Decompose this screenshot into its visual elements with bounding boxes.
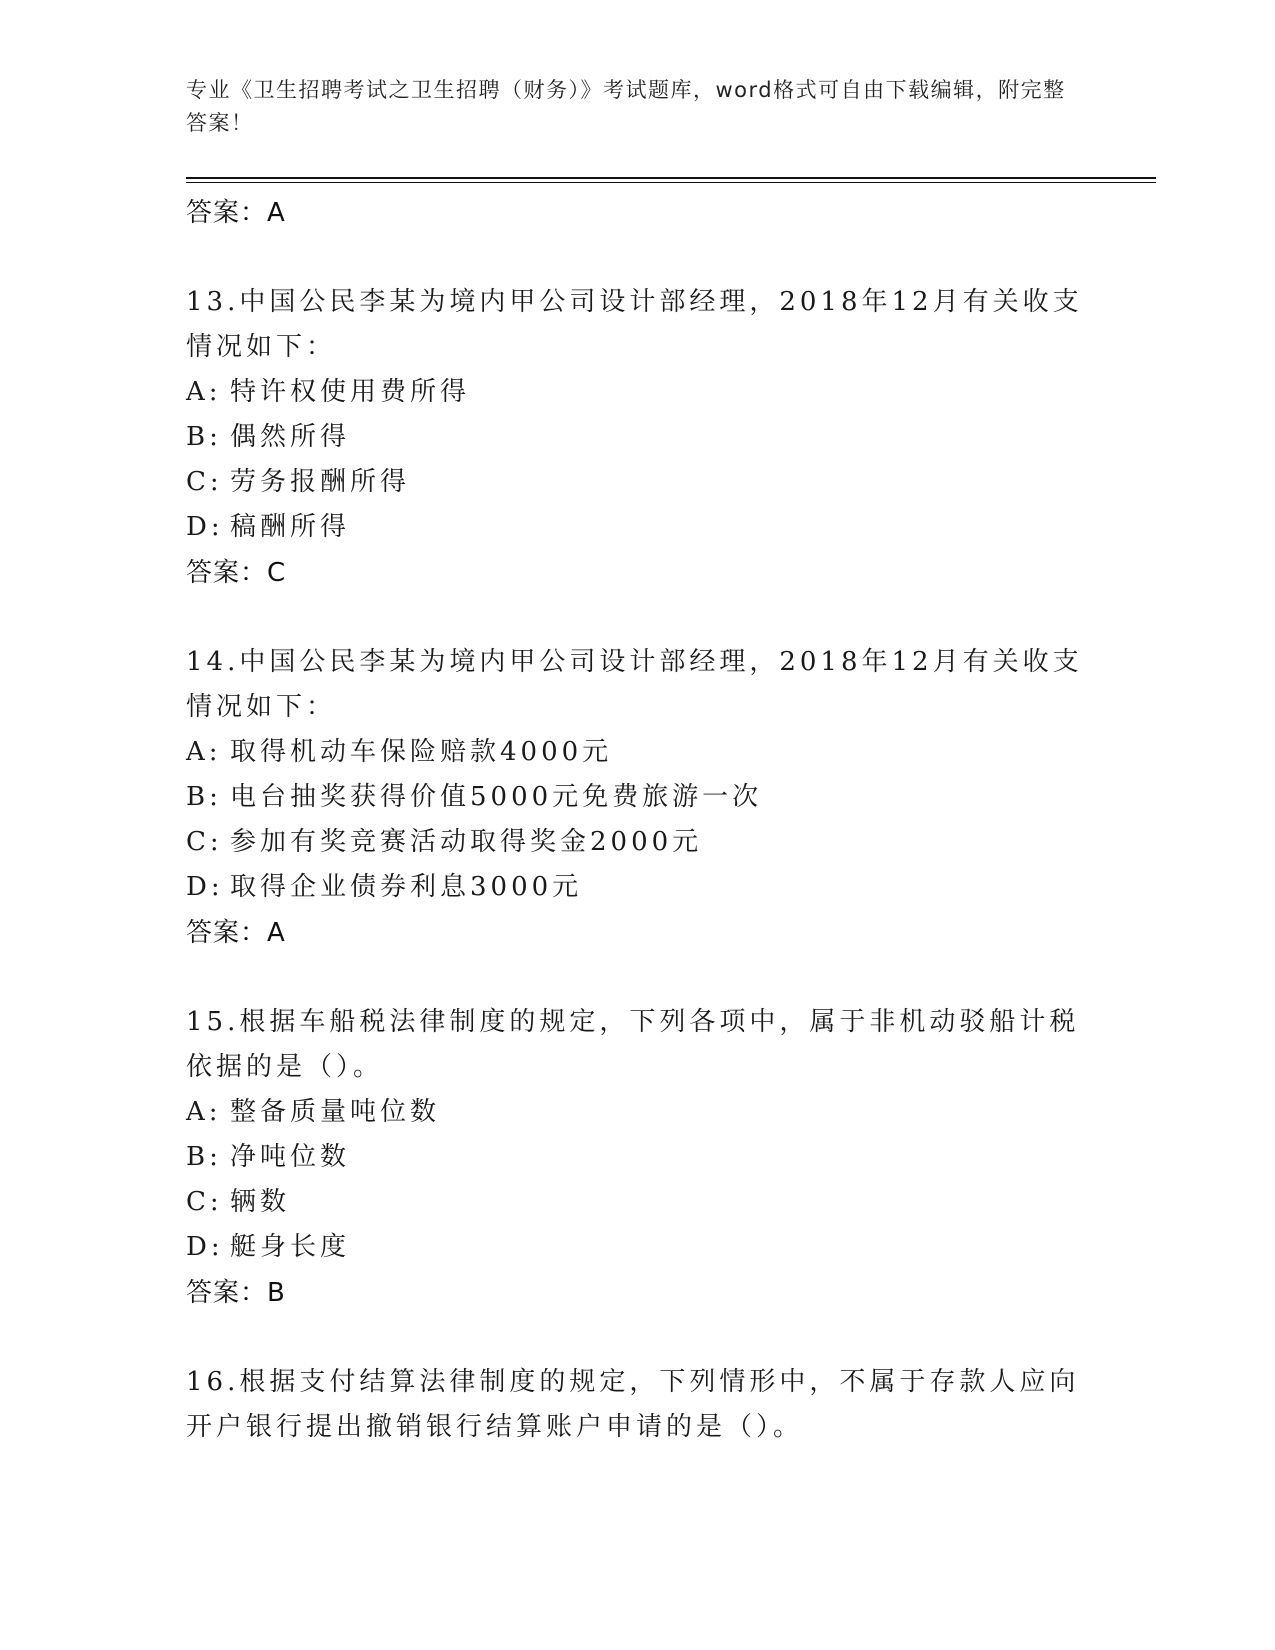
answer-line: 答案：A xyxy=(186,198,286,228)
header-divider-thin xyxy=(186,182,1156,183)
option-key: C: xyxy=(186,1187,223,1217)
option-key: A: xyxy=(186,737,222,767)
option-key: A: xyxy=(186,1097,222,1127)
option-c xyxy=(186,1180,1086,1225)
spacer xyxy=(186,1316,1086,1360)
option-text: 整备质量吨位数 xyxy=(230,1097,441,1127)
option-key: D: xyxy=(186,1232,224,1262)
spacer xyxy=(186,236,1086,280)
option-c xyxy=(186,460,1086,505)
option-key: D: xyxy=(186,872,224,902)
question-stem: 15.根据车船税法律制度的规定，下列各项中，属于非机动驳船计税依据的是（）。 xyxy=(186,1007,1080,1082)
option-key: C: xyxy=(186,827,223,857)
option-text: 取得企业债券利息3000元 xyxy=(230,872,583,902)
header-divider-thick xyxy=(186,177,1156,179)
option-b xyxy=(186,415,1086,460)
option-text: 偶然所得 xyxy=(230,422,351,452)
question-block-13 xyxy=(186,280,1086,596)
option-b xyxy=(186,775,1086,820)
option-key: B: xyxy=(186,1142,222,1172)
option-text: 特许权使用费所得 xyxy=(230,377,471,407)
question-block-16 xyxy=(186,1360,1086,1450)
option-text: 艇身长度 xyxy=(230,1232,351,1262)
option-text: 稿酬所得 xyxy=(230,512,351,542)
option-a xyxy=(186,730,1086,775)
option-key: B: xyxy=(186,422,222,452)
option-key: D: xyxy=(186,512,224,542)
option-text: 取得机动车保险赔款4000元 xyxy=(230,737,613,767)
option-d xyxy=(186,865,1086,910)
option-key: C: xyxy=(186,467,223,497)
question-stem: 13.中国公民李某为境内甲公司设计部经理，2018年12月有关收支情况如下： xyxy=(186,287,1083,362)
question-stem: 14.中国公民李某为境内甲公司设计部经理，2018年12月有关收支情况如下： xyxy=(186,647,1083,722)
spacer xyxy=(186,956,1086,1000)
question-block-14 xyxy=(186,640,1086,956)
option-a xyxy=(186,370,1086,415)
option-text: 电台抽奖获得价值5000元免费旅游一次 xyxy=(230,782,763,812)
document-body xyxy=(186,190,1086,1450)
option-c xyxy=(186,820,1086,865)
option-text: 劳务报酬所得 xyxy=(230,467,411,497)
option-text: 辆数 xyxy=(230,1187,291,1217)
option-key: A: xyxy=(186,377,222,407)
option-key: B: xyxy=(186,782,222,812)
answer-line: 答案：C xyxy=(186,558,287,588)
spacer xyxy=(186,596,1086,640)
answer-line: 答案：A xyxy=(186,918,286,948)
answer-line: 答案：B xyxy=(186,1278,286,1308)
question-block-15 xyxy=(186,1000,1086,1316)
option-d xyxy=(186,1225,1086,1270)
option-a xyxy=(186,1090,1086,1135)
document-header-text: 专业《卫生招聘考试之卫生招聘（财务）》考试题库，word格式可自由下载编辑，附完整答案！ xyxy=(186,78,1066,135)
question-stem: 16.根据支付结算法律制度的规定，下列情形中，不属于存款人应向开户银行提出撤销银行结算账户申请的是（）。 xyxy=(186,1367,1080,1442)
option-text: 参加有奖竞赛活动取得奖金2000元 xyxy=(230,827,703,857)
option-text: 净吨位数 xyxy=(230,1142,351,1172)
option-b xyxy=(186,1135,1086,1180)
option-d xyxy=(186,505,1086,550)
